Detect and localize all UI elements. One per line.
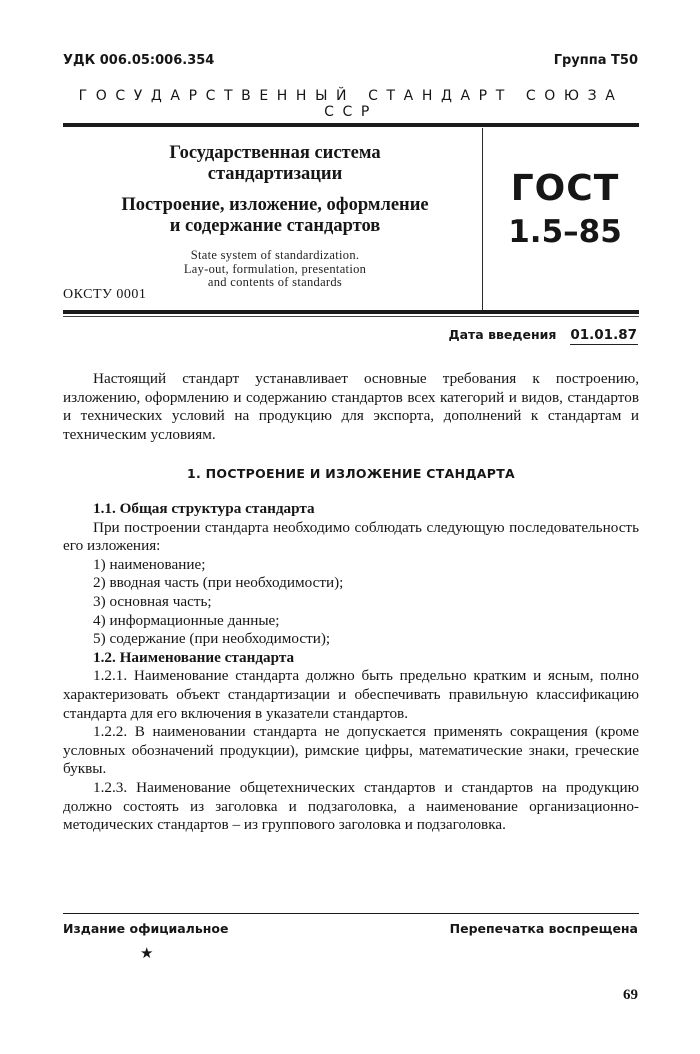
- intro-date-label: Дата введения: [448, 327, 557, 342]
- title-block: [80, 143, 470, 290]
- star-icon: ★: [140, 946, 154, 962]
- clause-1-2-1: 1.2.1. Наименование стандарта должно быть предельно кратким и ясным, полно характеризовать объект стандартизации и обеспечивать правильную классификацию стандарта для его включения в указатели стандартов.: [63, 667, 639, 722]
- gost-label: ГОСТ: [510, 168, 620, 209]
- title-line-3: Построение, изложение, оформление: [121, 195, 429, 215]
- list-item: 3) основная часть;: [93, 592, 212, 610]
- title-divider: [482, 128, 483, 310]
- title-line-2: стандартизации: [207, 164, 343, 184]
- oksty-code: ОКСТУ 0001: [63, 287, 147, 302]
- clause-1-1-title: 1.1. Общая структура стандарта: [93, 500, 315, 517]
- english-title: [80, 249, 470, 290]
- clause-1-1-text: При построении стандарта необходимо соблюдать следующую последовательность его изложения:: [63, 518, 639, 555]
- reprint-note: Перепечатка воспрещена: [449, 921, 638, 936]
- group-code: Группа Т50: [553, 53, 638, 68]
- title-rule-thin: [63, 316, 639, 317]
- udk-code: УДК 006.05:006.354: [63, 53, 215, 68]
- footer-rule: [63, 913, 639, 914]
- clause-1-2-2: 1.2.2. В наименовании стандарта не допускается применять сокращения (кроме условных обозначений продукции), римские цифры, математические знаки, греческие буквы.: [63, 723, 639, 778]
- section-title: 1. ПОСТРОЕНИЕ И ИЗЛОЖЕНИЕ СТАНДАРТА: [186, 466, 516, 481]
- union-standard-heading: ГОСУДАРСТВЕННЫЙ СТАНДАРТ СОЮЗА ССР: [78, 88, 624, 120]
- title-rule: [63, 310, 639, 314]
- english-title-line-1: State system of standardization.: [190, 248, 360, 262]
- intro-date-value: 01.01.87: [570, 327, 637, 343]
- gost-number: 1.5–85: [508, 214, 622, 250]
- list-item: 1) наименование;: [93, 555, 206, 573]
- clause-1-2-3: 1.2.3. Наименование общетехнических стандартов и стандартов на продукцию должно состоять из заголовка и подзаголовка, а наименование организационно-методических стандартов – из группового заголовка и подзаголовка.: [63, 778, 639, 834]
- title-line-4: и содержание стандартов: [169, 216, 381, 236]
- intro-date: [448, 327, 638, 345]
- clause-1-2-title: 1.2. Наименование стандарта: [93, 648, 295, 666]
- list-item: 4) информационные данные;: [93, 611, 280, 629]
- title-line-1: Государственная система: [169, 143, 381, 163]
- list-item: 5) содержание (при необходимости);: [93, 630, 331, 648]
- intro-paragraph: Настоящий стандарт устанавливает основные требования к построению, изложению, оформлению и содержанию стандартов всех категорий и видов, стандартов и технических условий на продукцию для экспорта, дополнений к стандартам и техническим условиям.: [63, 370, 639, 443]
- english-title-line-3: and contents of standards: [207, 275, 343, 289]
- english-title-line-2: Lay-out, formulation, presentation: [183, 261, 367, 276]
- section-body: [63, 500, 639, 835]
- list-item: 2) вводная часть (при необходимости);: [93, 574, 344, 592]
- edition-note: Издание официальное: [63, 921, 229, 936]
- header-rule: [63, 123, 639, 127]
- page-number: 69: [623, 987, 638, 1003]
